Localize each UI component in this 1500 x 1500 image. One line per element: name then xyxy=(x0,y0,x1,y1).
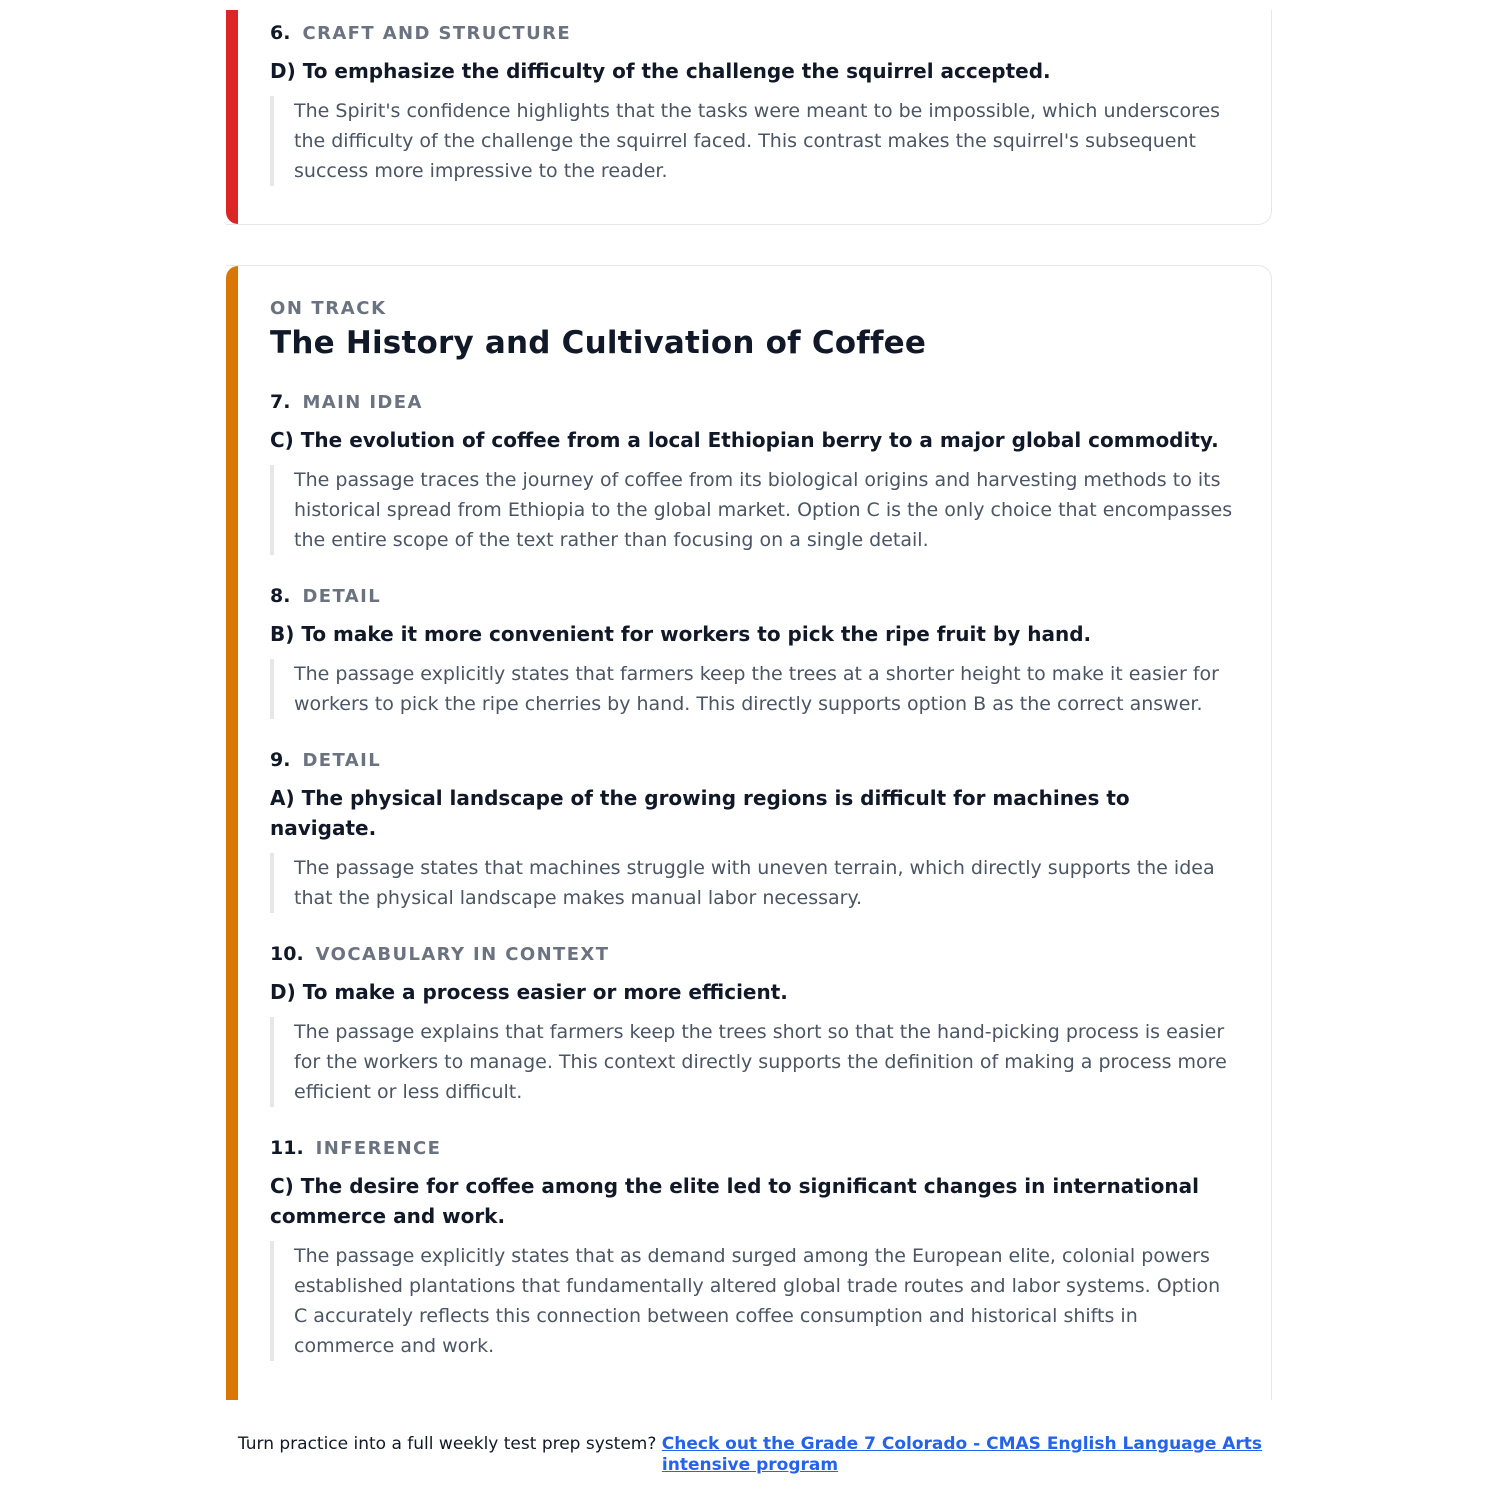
question-header xyxy=(270,22,1237,44)
correct-answer: A) The physical landscape of the growing regions is difficult for machines to navigate. xyxy=(270,786,1130,840)
question-9 xyxy=(270,749,1237,913)
question-category: INFERENCE xyxy=(315,1138,442,1159)
status-bar-orange xyxy=(226,266,238,1400)
status-bar-red xyxy=(226,10,238,224)
correct-answer: B) To make it more convenient for workers to pick the ripe fruit by hand. xyxy=(270,622,1092,646)
question-number: 11. xyxy=(270,1137,304,1159)
question-category: VOCABULARY IN CONTEXT xyxy=(315,944,610,965)
answer-explanation: The passage states that machines struggle with uneven terrain, which directly supports the idea that the physical landscape makes manual labor necessary. xyxy=(270,853,1237,913)
question-header xyxy=(270,391,1237,413)
question-header xyxy=(270,943,1237,965)
question-number: 8. xyxy=(270,585,291,607)
question-category: DETAIL xyxy=(302,750,382,771)
question-number: 10. xyxy=(270,943,304,965)
question-category: MAIN IDEA xyxy=(302,392,423,413)
answer-card-craft xyxy=(226,10,1272,225)
answer-explanation: The passage explains that farmers keep the trees short so that the hand-picking process is easier for the workers to manage. This context directly supports the definition of making a process more efficient or less difficult. xyxy=(270,1017,1237,1107)
question-header xyxy=(270,585,1237,607)
question-6 xyxy=(270,22,1237,186)
answer-explanation: The Spirit's confidence highlights that the tasks were meant to be impossible, which underscores the difficulty of the challenge the squirrel faced. This contrast makes the squirrel's subsequent success more impressive to the reader. xyxy=(270,96,1237,186)
correct-answer: D) To emphasize the difficulty of the challenge the squirrel accepted. xyxy=(270,59,1051,83)
answer-explanation: The passage explicitly states that farmers keep the trees at a shorter height to make it easier for workers to pick the ripe cherries by hand. This directly supports option B as the correct answer. xyxy=(270,659,1237,719)
question-number: 6. xyxy=(270,22,291,44)
answer-explanation: The passage explicitly states that as demand surged among the European elite, colonial powers established plantations that fundamentally altered global trade routes and labor systems. Option C accurately reflects this connection between coffee consumption and historical shifts in commerce and work. xyxy=(270,1241,1237,1361)
passage-title: The History and Cultivation of Coffee xyxy=(270,325,927,361)
question-header xyxy=(270,749,1237,771)
question-category: CRAFT AND STRUCTURE xyxy=(302,23,572,44)
answer-card-coffee xyxy=(226,265,1272,1400)
correct-answer: C) The desire for coffee among the elite led to significant changes in international commerce and work. xyxy=(270,1174,1199,1228)
question-number: 9. xyxy=(270,749,291,771)
correct-answer: D) To make a process easier or more efficient. xyxy=(270,980,788,1004)
card-content xyxy=(270,22,1237,216)
promo-footer xyxy=(200,1434,1300,1476)
question-category: DETAIL xyxy=(302,586,382,607)
card-content xyxy=(270,298,1237,1391)
promo-text: Turn practice into a full weekly test prep system? xyxy=(237,1434,662,1454)
question-number: 7. xyxy=(270,391,291,413)
question-11 xyxy=(270,1137,1237,1361)
question-8 xyxy=(270,585,1237,719)
question-10 xyxy=(270,943,1237,1107)
answer-explanation: The passage traces the journey of coffee from its biological origins and harvesting methods to its historical spread from Ethiopia to the global market. Option C is the only choice that encompasses the entire scope of the text rather than focusing on a single detail. xyxy=(270,465,1237,555)
program-link[interactable]: Check out the Grade 7 Colorado - CMAS English Language Arts intensive program xyxy=(661,1434,1263,1475)
status-label: ON TRACK xyxy=(270,298,387,319)
question-header xyxy=(270,1137,1237,1159)
question-7 xyxy=(270,391,1237,555)
correct-answer: C) The evolution of coffee from a local Ethiopian berry to a major global commodity. xyxy=(270,428,1219,452)
